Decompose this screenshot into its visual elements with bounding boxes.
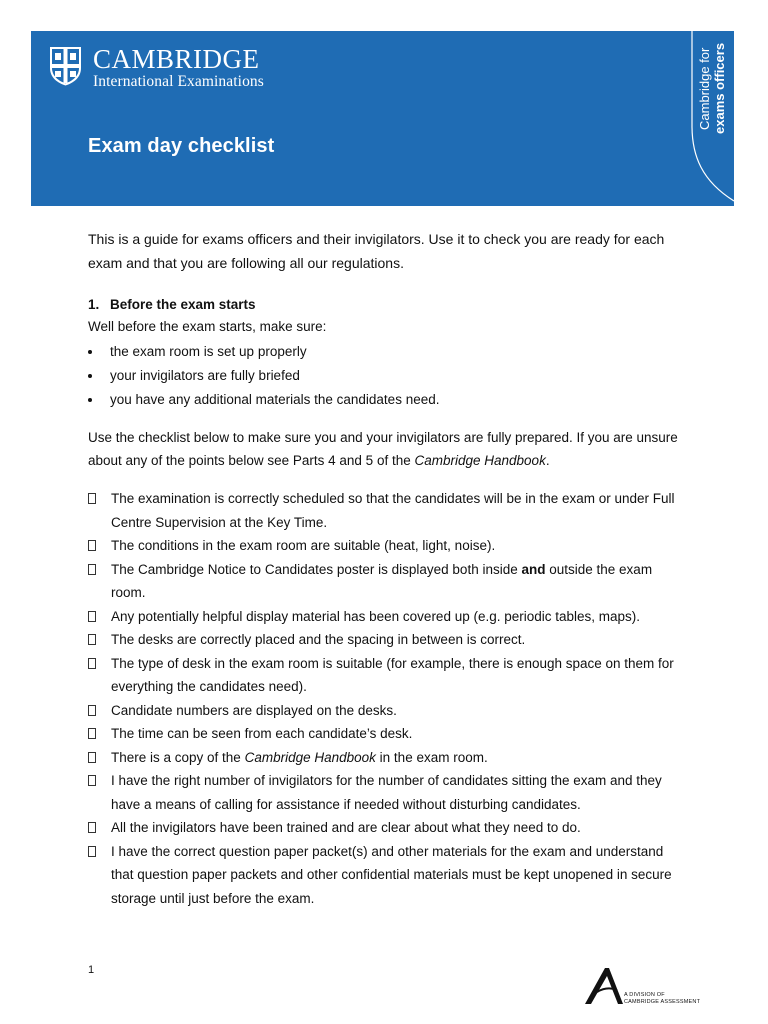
- para-text: Use the checklist below to make sure you and your invigilators are fully prepared. If you are unsure about any of the points below see Parts 4 and 5 of the: [88, 430, 678, 468]
- checkbox-icon[interactable]: [88, 752, 96, 763]
- checklist-item-text: Candidate numbers are displayed on the desks.: [111, 702, 397, 718]
- bullet-icon: [88, 374, 92, 378]
- intro-paragraph: This is a guide for exams officers and their invigilators. Use it to check you are ready for each exam and that you are following all our regulations.: [88, 231, 665, 271]
- list-item: [88, 364, 688, 388]
- checkbox-icon[interactable]: [88, 493, 96, 504]
- page-title: Exam day checklist: [88, 135, 275, 157]
- checklist-item-text: The time can be seen from each candidate’s desk.: [111, 726, 413, 741]
- brand-subtitle: International Examinations: [93, 73, 264, 90]
- checkbox-icon[interactable]: [88, 634, 96, 645]
- checkbox-icon[interactable]: [88, 846, 96, 857]
- checklist-item: [88, 558, 688, 605]
- cambridge-assessment-logo-icon: [583, 966, 628, 1006]
- cambridge-crest-icon: [49, 46, 82, 86]
- checklist-item-text: The Cambridge Notice to Candidates poster is displayed both inside: [111, 561, 522, 577]
- checklist-item: [88, 487, 688, 534]
- section-title: Before the exam starts: [110, 297, 256, 312]
- section-number: 1.: [88, 297, 100, 312]
- division-line1: A DIVISION OF: [624, 992, 665, 998]
- checklist-item-text: Any potentially helpful display material has been covered up (e.g. periodic tables, maps).: [111, 608, 641, 624]
- header-banner: [31, 31, 734, 206]
- brand-name: CAMBRIDGE: [93, 44, 260, 74]
- list-item-text: you have any additional materials the candidates need.: [110, 392, 440, 407]
- section-heading: [88, 295, 688, 315]
- checklist-item-text: All the invigilators have been trained and are clear about what they need to do.: [111, 820, 581, 835]
- checklist-item-text: There is a copy of the: [111, 749, 245, 765]
- checkbox-icon[interactable]: [88, 728, 96, 739]
- handbook-title: Cambridge Handbook: [244, 749, 376, 765]
- checklist-item-text-end: in the exam room.: [375, 749, 488, 765]
- checklist-item-text: I have the right number of invigilators for the number of candidates sitting the exam and they have a means of calling for assistance if needed without disturbing candidates.: [111, 773, 662, 812]
- checklist-item-text: The examination is correctly scheduled so that the candidates will be in the exam or under Full Centre Supervision at the Key Time.: [111, 491, 675, 530]
- list-item-text: your invigilators are fully briefed: [110, 368, 300, 383]
- side-tag-line2: exams officers: [712, 42, 727, 134]
- checkbox-icon[interactable]: [88, 822, 96, 833]
- checklist-item: [88, 746, 688, 770]
- checkbox-icon[interactable]: [88, 705, 96, 716]
- handbook-title: Cambridge Handbook: [414, 453, 546, 468]
- division-text: [624, 992, 700, 1005]
- brand-wordmark: [93, 44, 264, 90]
- page-number: 1: [88, 964, 95, 976]
- checklist-item: [88, 769, 688, 816]
- para-text-end: .: [545, 453, 550, 468]
- checklist-item: [88, 628, 688, 652]
- bullet-list: [88, 340, 688, 412]
- checklist-intro-paragraph: [88, 426, 688, 472]
- checklist-item-text: The type of desk in the exam room is suitable (for example, there is enough space on them for everything the candidates need).: [111, 655, 674, 694]
- document-body: [88, 227, 688, 910]
- checklist-item: [88, 534, 688, 558]
- section-lead: Well before the exam starts, make sure:: [88, 319, 327, 334]
- checkbox-icon[interactable]: [88, 611, 96, 622]
- side-tag: [696, 42, 730, 152]
- bullet-icon: [88, 398, 92, 402]
- checklist-item: [88, 605, 688, 629]
- checklist-item: [88, 699, 688, 723]
- checkbox-icon[interactable]: [88, 775, 96, 786]
- bullet-icon: [88, 350, 92, 354]
- checkbox-icon[interactable]: [88, 658, 96, 669]
- checklist-item-text-end: outside the exam room.: [111, 561, 653, 600]
- checklist-item-bold: and: [521, 561, 546, 577]
- checklist-item: [88, 722, 688, 746]
- side-tag-line1: Cambridge for: [697, 47, 712, 130]
- checklist-item: [88, 652, 688, 699]
- checkbox-icon[interactable]: [88, 564, 96, 575]
- checklist-item-text: The desks are correctly placed and the spacing in between is correct.: [111, 632, 526, 647]
- list-item: [88, 388, 688, 412]
- division-line2: CAMBRIDGE ASSESSMENT: [624, 998, 701, 1005]
- checklist-item: [88, 816, 688, 840]
- checkbox-icon[interactable]: [88, 540, 96, 551]
- checklist-item-text: I have the correct question paper packet(s) and other materials for the exam and understand that question paper packets and other confidential materials must be kept unopened in secure storage until just before the exam.: [111, 843, 672, 906]
- checklist-item-text: The conditions in the exam room are suitable (heat, light, noise).: [111, 538, 496, 553]
- checklist-item: [88, 840, 688, 911]
- list-item: [88, 340, 688, 364]
- list-item-text: the exam room is set up properly: [110, 344, 307, 359]
- checklist: [88, 487, 688, 910]
